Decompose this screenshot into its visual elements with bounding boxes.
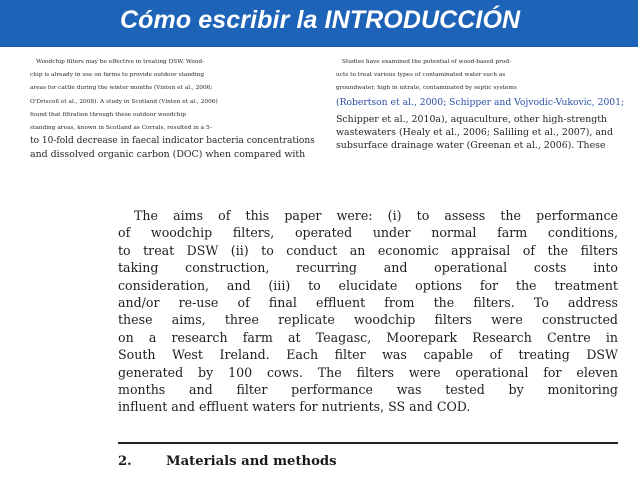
right-line: (Robertson et al., 2000; Schipper and Vojvodic-Vukovic, 2001; <box>336 96 625 108</box>
aims-line: consideration, and (iii) to elucidate options for the treatment <box>118 277 618 293</box>
aims-line: to treat DSW (ii) to conduct an economic appraisal of the filters <box>118 242 618 258</box>
section-title: Materials and methods <box>166 454 337 469</box>
aims-line: The aims of this paper were: (i) to assess the performance <box>134 208 618 223</box>
slide-title: Cómo escribir la INTRODUCCIÓN <box>120 6 521 34</box>
left-line: chip is already in use on farms to provide outdoor standing <box>30 72 205 79</box>
left-line: found that filtration through these outdoor woodchip <box>30 111 187 118</box>
aims-line: South West Ireland. Each filter was capable of treating DSW <box>118 347 618 363</box>
aims-line: these aims, three replicate woodchip filters were constructed <box>118 312 618 328</box>
title-bar <box>0 0 638 47</box>
left-column-excerpt <box>30 47 320 180</box>
right-line: Schipper et al., 2010a), aquaculture, other high-strength <box>336 113 608 125</box>
section-number: 2. <box>118 454 132 469</box>
section-heading <box>118 454 337 469</box>
left-line: standing areas, known in Scotland as Corrals, resulted in a 5- <box>30 125 212 132</box>
left-line: areas for cattle during the winter months (Vinten et al., 2006; <box>30 85 213 92</box>
aims-line: of woodchip filters, operated under normal farm conditions, <box>118 225 618 241</box>
aims-line: months and filter performance was tested by monitoring <box>118 382 618 398</box>
aims-line: generated by 100 cows. The filters were operational for eleven <box>118 364 618 380</box>
right-line: ucts to treat various types of contaminated water such as <box>336 72 506 79</box>
section-divider <box>118 442 618 444</box>
left-line: and dissolved organic carbon (DOC) when compared with <box>30 149 306 161</box>
aims-line: influent and effluent waters for nutrients, SS and COD. <box>118 399 471 415</box>
aims-paragraph <box>118 207 618 416</box>
right-column-excerpt <box>336 47 626 180</box>
right-line: Studies have examined the potential of wood-based prod- <box>342 59 512 65</box>
aims-line: on a research farm at Teagasc, Moorepark Research Centre in <box>118 329 618 345</box>
left-line: to 10-fold decrease in faecal indicator bacteria concentrations <box>30 136 315 147</box>
left-line: Woodchip filters may be effective in treating DSW. Wood- <box>36 59 205 65</box>
right-line: wastewaters (Healy et al., 2006; Saliling et al., 2007), and <box>336 127 613 139</box>
left-line: O'Driscoll et al., 2008). A study in Scotland (Vinten et al., 2006) <box>30 98 218 105</box>
right-line: groundwater, high in nitrate, contaminated by septic systems <box>336 85 517 92</box>
aims-line: and/or re-use of final effluent from the filters. To address <box>118 295 618 311</box>
aims-line: taking construction, recurring and operational costs into <box>118 260 618 276</box>
right-line: subsurface drainage water (Greenan et al., 2006). These <box>336 140 606 152</box>
